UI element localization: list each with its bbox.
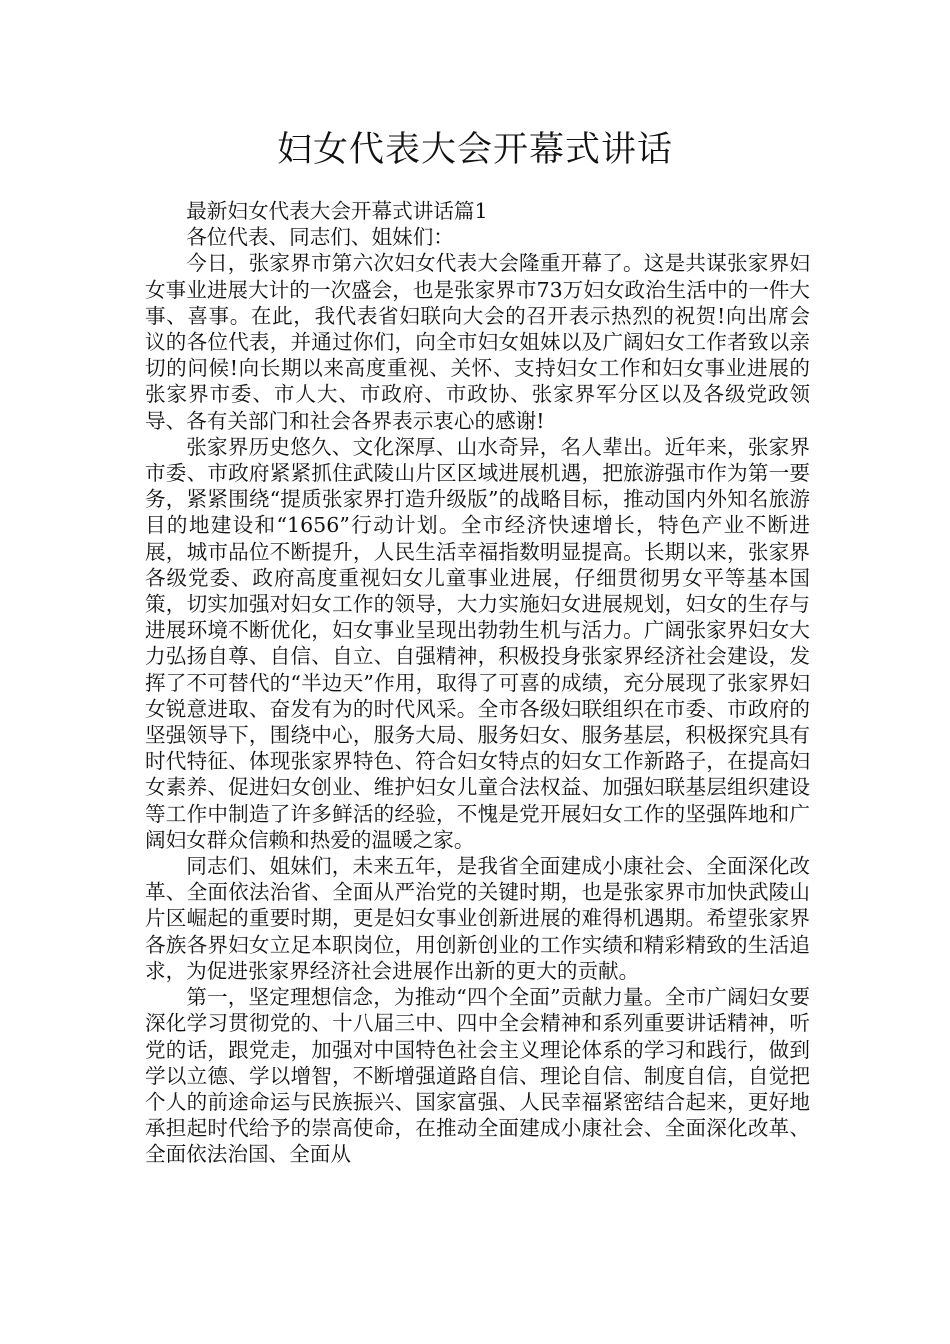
section-heading: 最新妇女代表大会开幕式讲话篇1 [186, 199, 488, 223]
paragraph-first-point: 第一，坚定理想信念，为推动“四个全面”贡献力量。全市广阔妇女要深化学习贯彻党的、十八届三中、四中全会精神和系列重要讲话精神，听党的话，跟党走，加强对中国特色社会主义理论体系的学习和践行，做到学以立德、学以增智，不断增强道路自信、理论自信、制度自信，自觉把个人的前途命运与民族振兴、国家富强、人民幸福紧密结合起来，更好地承担起时代给予的崇高使命，在推动全面建成小康社会、全面深化改革、全面依法治国、全面从 [145, 985, 810, 1167]
paragraph-history: 张家界历史悠久、文化深厚、山水奇异，名人辈出。近年来，张家界市委、市政府紧紧抓住武陵山片区区域进展机遇，把旅游强市作为第一要务，紧紧围绕“提质张家界打造升级版”的战略目标，推动国内外知名旅游目的地建设和“1656”行动计划。全市经济快速增长，特色产业不断进展，城市品位不断提升，人民生活幸福指数明显提高。长期以来，张家界各级党委、政府高度重视妇女儿童事业进展，仔细贯彻男女平等基本国策，切实加强对妇女工作的领导，大力实施妇女进展规划，妇女的生存与进展环境不断优化，妇女事业呈现出勃勃生机与活力。广阔张家界妇女大力弘扬自尊、自信、自立、自强精神，积极投身张家界经济社会建设，发挥了不可替代的“半边天”作用，取得了可喜的成绩，充分展现了张家界妇女锐意进取、奋发有为的时代风采。全市各级妇联组织在市委、市政府的坚强领导下，围绕中心，服务大局、服务妇女、服务基层，积极探究具有时代特征、体现张家界特色、符合妇女特点的妇女工作新路子，在提高妇女素养、促进妇女创业、维护妇女儿童合法权益、加强妇联基层组织建设等工作中制造了许多鲜活的经验，不愧是党开展妇女工作的坚强阵地和广阔妇女群众信赖和热爱的温暖之家。 [145, 434, 810, 852]
paragraph-opening: 今日，张家界市第六次妇女代表大会隆重开幕了。这是共谋张家界妇女事业进展大计的一次盛会，也是张家界市73万妇女政治生活中的一件大事、喜事。在此，我代表省妇联向大会的召开表示热烈的祝贺!向出席会议的各位代表，并通过你们，向全市妇女姐妹以及广阔妇女工作者致以亲切的问候!向长期以来高度重视、关怀、支持妇女工作和妇女事业进展的张家界市委、市人大、市政府、市政协、张家界军分区以及各级党政领导、各有关部门和社会各界表示衷心的感谢! [145, 251, 810, 433]
salutation: 各位代表、同志们、姐妹们： [186, 225, 454, 250]
document-title: 妇女代表大会开幕式讲话 [276, 130, 673, 170]
paragraph-future: 同志们、姐妹们，未来五年，是我省全面建成小康社会、全面深化改革、全面依法治省、全面从严治党的关键时期，也是张家界市加快武陵山片区崛起的重要时期，更是妇女事业创新进展的难得机遇期。希望张家界各族各界妇女立足本职岗位，用创新创业的工作实绩和精彩精致的生活追求，为促进张家界经济社会进展作出新的更大的贡献。 [145, 854, 810, 983]
document-body [145, 198, 810, 1168]
